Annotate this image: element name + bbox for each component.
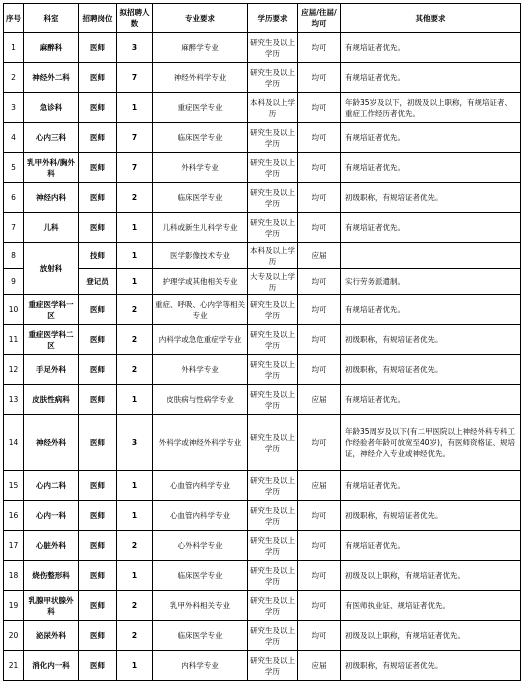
cell-major: 内科学专业 bbox=[153, 651, 248, 681]
cell-dept: 神经外二科 bbox=[24, 63, 79, 93]
cell-position: 医师 bbox=[79, 531, 117, 561]
cell-no: 8 bbox=[4, 243, 24, 269]
cell-source: 均可 bbox=[298, 591, 341, 621]
cell-position: 登记员 bbox=[79, 269, 117, 295]
cell-education: 研究生及以上学历 bbox=[248, 183, 298, 213]
cell-major: 外科学或神经外科学专业 bbox=[153, 415, 248, 471]
cell-source: 均可 bbox=[298, 355, 341, 385]
header-position: 招聘岗位 bbox=[79, 4, 117, 33]
cell-position: 医师 bbox=[79, 471, 117, 501]
table-row bbox=[4, 325, 521, 355]
cell-education: 大专及以上学历 bbox=[248, 269, 298, 295]
cell-source: 均可 bbox=[298, 415, 341, 471]
cell-no: 15 bbox=[4, 471, 24, 501]
cell-major: 医学影像技术专业 bbox=[153, 243, 248, 269]
cell-other: 有规培证者优先。 bbox=[341, 33, 521, 63]
cell-major: 临床医学专业 bbox=[153, 123, 248, 153]
cell-no: 7 bbox=[4, 213, 24, 243]
cell-no: 11 bbox=[4, 325, 24, 355]
cell-education: 研究生及以上学历 bbox=[248, 325, 298, 355]
cell-count: 7 bbox=[117, 153, 153, 183]
cell-education: 研究生及以上学历 bbox=[248, 561, 298, 591]
cell-other: 初级及以上职称，有规培证者优先。 bbox=[341, 561, 521, 591]
cell-no: 21 bbox=[4, 651, 24, 681]
cell-other: 实行劳务派遣制。 bbox=[341, 269, 521, 295]
cell-no: 2 bbox=[4, 63, 24, 93]
cell-major: 儿科或新生儿科学专业 bbox=[153, 213, 248, 243]
cell-other bbox=[341, 243, 521, 269]
cell-education: 研究生及以上学历 bbox=[248, 385, 298, 415]
cell-no: 18 bbox=[4, 561, 24, 591]
cell-other: 有医师执业证、规培证者优先。 bbox=[341, 591, 521, 621]
cell-dept: 儿科 bbox=[24, 213, 79, 243]
cell-education: 研究生及以上学历 bbox=[248, 651, 298, 681]
recruitment-table bbox=[3, 3, 521, 681]
table-row bbox=[4, 531, 521, 561]
cell-count: 2 bbox=[117, 295, 153, 325]
cell-dept: 急诊科 bbox=[24, 93, 79, 123]
cell-major: 临床医学专业 bbox=[153, 183, 248, 213]
table-row bbox=[4, 295, 521, 325]
table-row bbox=[4, 561, 521, 591]
cell-no: 14 bbox=[4, 415, 24, 471]
cell-dept: 重症医学科一区 bbox=[24, 295, 79, 325]
cell-dept: 麻醉科 bbox=[24, 33, 79, 63]
cell-source: 均可 bbox=[298, 501, 341, 531]
cell-position: 医师 bbox=[79, 415, 117, 471]
cell-education: 研究生及以上学历 bbox=[248, 471, 298, 501]
cell-count: 2 bbox=[117, 325, 153, 355]
cell-count: 1 bbox=[117, 561, 153, 591]
table-row bbox=[4, 123, 521, 153]
cell-count: 1 bbox=[117, 269, 153, 295]
cell-position: 医师 bbox=[79, 501, 117, 531]
cell-other: 有规培证者优先。 bbox=[341, 123, 521, 153]
cell-major: 心血管内科学专业 bbox=[153, 501, 248, 531]
table-row bbox=[4, 243, 521, 269]
cell-no: 17 bbox=[4, 531, 24, 561]
cell-count: 1 bbox=[117, 243, 153, 269]
cell-no: 10 bbox=[4, 295, 24, 325]
cell-other: 初级职称，有规培证者优先。 bbox=[341, 501, 521, 531]
cell-count: 1 bbox=[117, 93, 153, 123]
cell-education: 本科及以上学历 bbox=[248, 93, 298, 123]
cell-count: 3 bbox=[117, 415, 153, 471]
table-row bbox=[4, 385, 521, 415]
header-no: 序号 bbox=[4, 4, 24, 33]
cell-other: 有规培证者优先。 bbox=[341, 471, 521, 501]
cell-dept: 乳腺甲状腺外科 bbox=[24, 591, 79, 621]
cell-other: 有规培证者优先。 bbox=[341, 63, 521, 93]
cell-major: 乳甲外科相关专业 bbox=[153, 591, 248, 621]
cell-education: 研究生及以上学历 bbox=[248, 621, 298, 651]
table-row bbox=[4, 93, 521, 123]
cell-education: 研究生及以上学历 bbox=[248, 415, 298, 471]
cell-source: 均可 bbox=[298, 33, 341, 63]
cell-source: 均可 bbox=[298, 531, 341, 561]
cell-other: 初级职称，有规培证者优先。 bbox=[341, 355, 521, 385]
cell-source: 应届 bbox=[298, 243, 341, 269]
cell-source: 应届 bbox=[298, 651, 341, 681]
table-row bbox=[4, 501, 521, 531]
cell-major: 内科学或急危重症学专业 bbox=[153, 325, 248, 355]
cell-major: 临床医学专业 bbox=[153, 561, 248, 591]
cell-position: 医师 bbox=[79, 591, 117, 621]
cell-source: 应届 bbox=[298, 385, 341, 415]
cell-count: 2 bbox=[117, 591, 153, 621]
table-row bbox=[4, 213, 521, 243]
cell-position: 医师 bbox=[79, 183, 117, 213]
cell-position: 医师 bbox=[79, 153, 117, 183]
cell-other: 有规培证者优先。 bbox=[341, 213, 521, 243]
cell-no: 4 bbox=[4, 123, 24, 153]
cell-source: 均可 bbox=[298, 295, 341, 325]
cell-dept: 心内三科 bbox=[24, 123, 79, 153]
recruitment-table-sheet bbox=[3, 3, 520, 681]
cell-count: 2 bbox=[117, 621, 153, 651]
cell-count: 1 bbox=[117, 651, 153, 681]
cell-count: 3 bbox=[117, 33, 153, 63]
cell-education: 研究生及以上学历 bbox=[248, 591, 298, 621]
cell-source: 均可 bbox=[298, 213, 341, 243]
cell-count: 1 bbox=[117, 213, 153, 243]
cell-source: 均可 bbox=[298, 269, 341, 295]
header-other: 其他要求 bbox=[341, 4, 521, 33]
cell-position: 技师 bbox=[79, 243, 117, 269]
cell-source: 均可 bbox=[298, 93, 341, 123]
cell-count: 1 bbox=[117, 501, 153, 531]
table-row bbox=[4, 621, 521, 651]
table-row bbox=[4, 269, 521, 295]
header-source: 应届/往届/均可 bbox=[298, 4, 341, 33]
cell-position: 医师 bbox=[79, 355, 117, 385]
cell-dept: 泌尿外科 bbox=[24, 621, 79, 651]
table-row bbox=[4, 355, 521, 385]
cell-other: 年龄35岁及以下，初级及以上职称，有规培证者、重症工作经历者优先。 bbox=[341, 93, 521, 123]
cell-major: 临床医学专业 bbox=[153, 621, 248, 651]
cell-major: 重症、呼吸、心内学等相关专业 bbox=[153, 295, 248, 325]
table-row bbox=[4, 415, 521, 471]
table-row bbox=[4, 63, 521, 93]
cell-other: 有规培证者优先。 bbox=[341, 295, 521, 325]
cell-other: 初级职称，有规培证者优先。 bbox=[341, 183, 521, 213]
cell-source: 均可 bbox=[298, 325, 341, 355]
cell-count: 2 bbox=[117, 183, 153, 213]
cell-no: 1 bbox=[4, 33, 24, 63]
cell-major: 重症医学专业 bbox=[153, 93, 248, 123]
cell-position: 医师 bbox=[79, 621, 117, 651]
cell-education: 研究生及以上学历 bbox=[248, 33, 298, 63]
cell-major: 心外科学专业 bbox=[153, 531, 248, 561]
cell-no: 12 bbox=[4, 355, 24, 385]
cell-count: 2 bbox=[117, 355, 153, 385]
cell-no: 3 bbox=[4, 93, 24, 123]
cell-education: 研究生及以上学历 bbox=[248, 153, 298, 183]
cell-position: 医师 bbox=[79, 123, 117, 153]
cell-major: 护理学或其他相关专业 bbox=[153, 269, 248, 295]
table-row bbox=[4, 471, 521, 501]
cell-no: 16 bbox=[4, 501, 24, 531]
header-dept: 科室 bbox=[24, 4, 79, 33]
cell-dept: 神经内科 bbox=[24, 183, 79, 213]
cell-dept: 心内二科 bbox=[24, 471, 79, 501]
cell-major: 皮肤病与性病学专业 bbox=[153, 385, 248, 415]
cell-position: 医师 bbox=[79, 213, 117, 243]
cell-other: 有规培证者优先。 bbox=[341, 385, 521, 415]
cell-source: 均可 bbox=[298, 123, 341, 153]
cell-no: 13 bbox=[4, 385, 24, 415]
cell-major: 神经外科学专业 bbox=[153, 63, 248, 93]
cell-dept: 神经外科 bbox=[24, 415, 79, 471]
cell-no: 19 bbox=[4, 591, 24, 621]
cell-major: 心血管内科学专业 bbox=[153, 471, 248, 501]
cell-other: 年龄35周岁及以下(有二甲医院以上神经外科专科工作经验者年龄可放宽至40岁)，有医师资格证、规培证，神经介入专业或神经优先。 bbox=[341, 415, 521, 471]
cell-position: 医师 bbox=[79, 33, 117, 63]
table-row bbox=[4, 651, 521, 681]
cell-position: 医师 bbox=[79, 651, 117, 681]
cell-no: 5 bbox=[4, 153, 24, 183]
cell-position: 医师 bbox=[79, 325, 117, 355]
cell-position: 医师 bbox=[79, 561, 117, 591]
cell-education: 研究生及以上学历 bbox=[248, 213, 298, 243]
table-row bbox=[4, 153, 521, 183]
cell-dept: 心脏外科 bbox=[24, 531, 79, 561]
cell-other: 有规培证者优先。 bbox=[341, 153, 521, 183]
cell-position: 医师 bbox=[79, 63, 117, 93]
cell-dept: 烧伤整形科 bbox=[24, 561, 79, 591]
cell-other: 有规培证者优先。 bbox=[341, 531, 521, 561]
cell-no: 6 bbox=[4, 183, 24, 213]
cell-education: 本科及以上学历 bbox=[248, 243, 298, 269]
cell-dept: 皮肤性病科 bbox=[24, 385, 79, 415]
cell-education: 研究生及以上学历 bbox=[248, 63, 298, 93]
cell-dept: 放射科 bbox=[24, 243, 79, 295]
table-row bbox=[4, 183, 521, 213]
cell-count: 1 bbox=[117, 471, 153, 501]
cell-position: 医师 bbox=[79, 295, 117, 325]
cell-education: 研究生及以上学历 bbox=[248, 501, 298, 531]
cell-source: 均可 bbox=[298, 621, 341, 651]
table-row bbox=[4, 591, 521, 621]
cell-position: 医师 bbox=[79, 93, 117, 123]
cell-education: 研究生及以上学历 bbox=[248, 123, 298, 153]
cell-major: 外科学专业 bbox=[153, 355, 248, 385]
cell-count: 7 bbox=[117, 123, 153, 153]
cell-dept: 重症医学科二区 bbox=[24, 325, 79, 355]
cell-major: 麻醉学专业 bbox=[153, 33, 248, 63]
cell-education: 研究生及以上学历 bbox=[248, 355, 298, 385]
cell-dept: 乳甲外科/胸外科 bbox=[24, 153, 79, 183]
cell-no: 9 bbox=[4, 269, 24, 295]
cell-other: 初级及以上职称，有规培证者优先。 bbox=[341, 621, 521, 651]
cell-count: 2 bbox=[117, 531, 153, 561]
cell-dept: 心内一科 bbox=[24, 501, 79, 531]
cell-source: 均可 bbox=[298, 561, 341, 591]
cell-position: 医师 bbox=[79, 385, 117, 415]
cell-other: 初级职称，有规培证者优先。 bbox=[341, 651, 521, 681]
cell-major: 外科学专业 bbox=[153, 153, 248, 183]
header-major: 专业要求 bbox=[153, 4, 248, 33]
cell-source: 均可 bbox=[298, 63, 341, 93]
cell-no: 20 bbox=[4, 621, 24, 651]
table-row bbox=[4, 33, 521, 63]
cell-education: 研究生及以上学历 bbox=[248, 295, 298, 325]
cell-count: 1 bbox=[117, 385, 153, 415]
header-education: 学历要求 bbox=[248, 4, 298, 33]
header-row bbox=[4, 4, 521, 33]
cell-source: 应届 bbox=[298, 471, 341, 501]
header-count: 拟招聘人数 bbox=[117, 4, 153, 33]
cell-source: 均可 bbox=[298, 153, 341, 183]
cell-source: 均可 bbox=[298, 183, 341, 213]
cell-dept: 手足外科 bbox=[24, 355, 79, 385]
cell-other: 初级职称，有规培证者优先。 bbox=[341, 325, 521, 355]
cell-dept: 消化内一科 bbox=[24, 651, 79, 681]
cell-education: 研究生及以上学历 bbox=[248, 531, 298, 561]
cell-count: 7 bbox=[117, 63, 153, 93]
